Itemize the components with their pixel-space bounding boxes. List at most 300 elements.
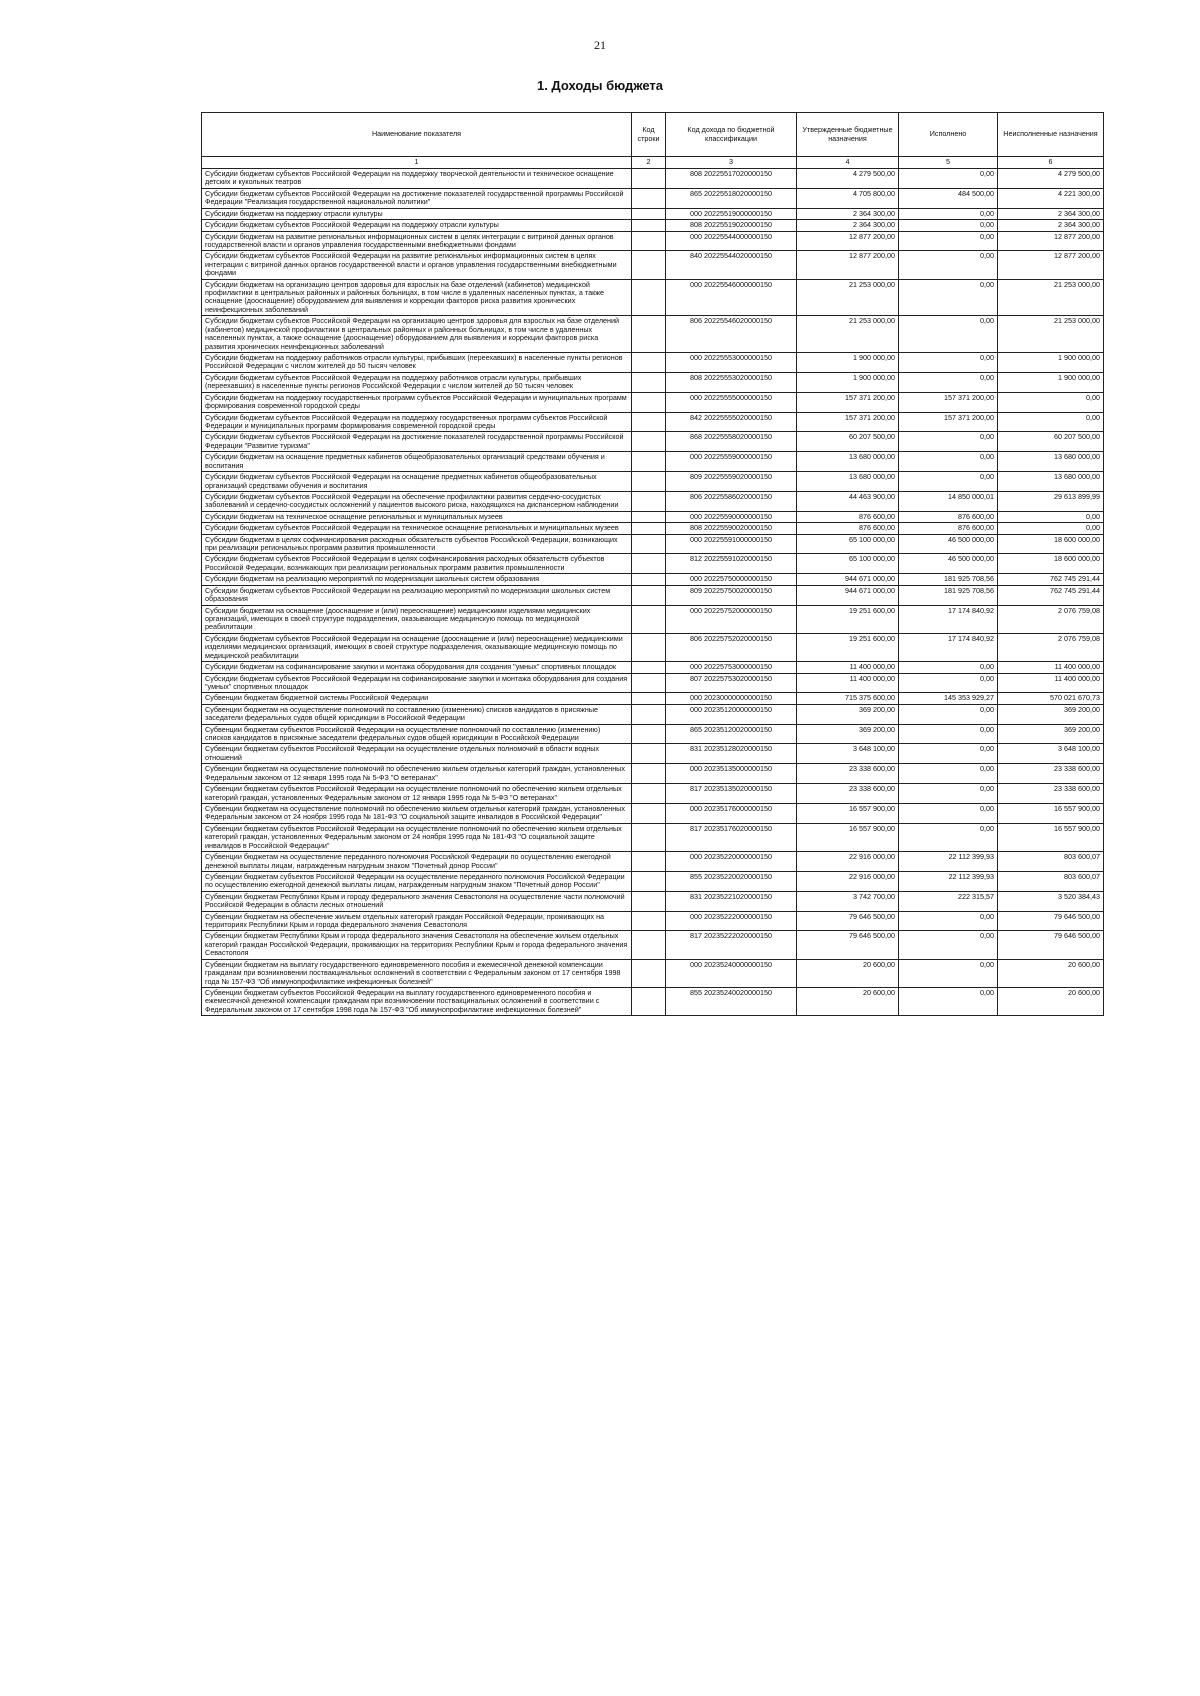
executed-amount: 0,00 xyxy=(899,432,998,452)
line-code xyxy=(632,911,666,931)
income-code: 808 20225590020000150 xyxy=(666,523,797,534)
indicator-name: Субвенции бюджетам Республики Крым и городу федерального значения Севастополя на осуществление части полномочий Российской Федерации в области лесных отношений xyxy=(202,891,632,911)
indicator-name: Субсидии бюджетам на организацию центров здоровья для взрослых на базе отделений (кабинетов) медицинской профилактики в центральных районных и районных больницах, в том числе в удаленных населенных пунктах, а также оснащение (дооснащение) оборудованием для выявления и коррекции факторов риска развития хронических неинфекционных заболеваний xyxy=(202,279,632,316)
approved-amount: 3 648 100,00 xyxy=(797,744,899,764)
executed-amount: 0,00 xyxy=(899,704,998,724)
executed-amount: 0,00 xyxy=(899,169,998,189)
line-code xyxy=(632,693,666,704)
line-code xyxy=(632,432,666,452)
income-code: 000 20225753000000150 xyxy=(666,662,797,673)
line-code xyxy=(632,605,666,633)
indicator-name: Субвенции бюджетам субъектов Российской Федерации на осуществление полномочий по обеспечению жильем отдельных категорий граждан, установленных Федеральным законом от 12 января 1995 года № 5-ФЗ "О ветеранах" xyxy=(202,784,632,804)
column-header: Код строки xyxy=(632,113,666,157)
unexecuted-amount: 12 877 200,00 xyxy=(998,231,1104,251)
table-row xyxy=(202,784,1104,804)
table-row xyxy=(202,959,1104,987)
unexecuted-amount: 762 745 291,44 xyxy=(998,585,1104,605)
line-code xyxy=(632,633,666,661)
executed-amount: 876 600,00 xyxy=(899,511,998,522)
approved-amount: 79 646 500,00 xyxy=(797,931,899,959)
executed-amount: 0,00 xyxy=(899,724,998,744)
unexecuted-amount: 12 877 200,00 xyxy=(998,251,1104,279)
table-row xyxy=(202,231,1104,251)
approved-amount: 21 253 000,00 xyxy=(797,316,899,353)
executed-amount: 0,00 xyxy=(899,452,998,472)
table-row xyxy=(202,432,1104,452)
line-code xyxy=(632,412,666,432)
line-code xyxy=(632,931,666,959)
executed-amount: 0,00 xyxy=(899,316,998,353)
executed-amount: 0,00 xyxy=(899,208,998,219)
income-code: 806 20225586020000150 xyxy=(666,491,797,511)
table-row xyxy=(202,891,1104,911)
line-code xyxy=(632,188,666,208)
unexecuted-amount: 16 557 900,00 xyxy=(998,804,1104,824)
executed-amount: 0,00 xyxy=(899,784,998,804)
indicator-name: Субсидии бюджетам субъектов Российской Федерации на обеспечение профилактики развития сердечно-сосудистых заболеваний и сердечно-сосудистых осложнений у пациентов высокого риска, находящихся на диспансерном наблюдении xyxy=(202,491,632,511)
column-number: 2 xyxy=(632,157,666,169)
approved-amount: 2 364 300,00 xyxy=(797,220,899,231)
table-row xyxy=(202,554,1104,574)
approved-amount: 11 400 000,00 xyxy=(797,673,899,693)
table-row xyxy=(202,220,1104,231)
line-code xyxy=(632,988,666,1016)
executed-amount: 157 371 200,00 xyxy=(899,392,998,412)
unexecuted-amount: 11 400 000,00 xyxy=(998,673,1104,693)
line-code xyxy=(632,231,666,251)
executed-amount: 0,00 xyxy=(899,662,998,673)
table-row xyxy=(202,871,1104,891)
income-code: 807 20225753020000150 xyxy=(666,673,797,693)
executed-amount: 0,00 xyxy=(899,764,998,784)
executed-amount: 876 600,00 xyxy=(899,523,998,534)
unexecuted-amount: 2 364 300,00 xyxy=(998,220,1104,231)
line-code xyxy=(632,784,666,804)
approved-amount: 369 200,00 xyxy=(797,724,899,744)
unexecuted-amount: 18 600 000,00 xyxy=(998,554,1104,574)
approved-amount: 21 253 000,00 xyxy=(797,279,899,316)
executed-amount: 181 925 708,56 xyxy=(899,585,998,605)
indicator-name: Субвенции бюджетам субъектов Российской Федерации на осуществление полномочий по составлению (изменению) списков кандидатов в присяжные заседатели федеральных судов общей юрисдикции в Российской Федерации xyxy=(202,724,632,744)
executed-amount: 0,00 xyxy=(899,279,998,316)
column-number: 1 xyxy=(202,157,632,169)
executed-amount: 22 112 399,93 xyxy=(899,852,998,872)
approved-amount: 944 671 000,00 xyxy=(797,574,899,585)
approved-amount: 79 646 500,00 xyxy=(797,911,899,931)
approved-amount: 13 680 000,00 xyxy=(797,452,899,472)
approved-amount: 65 100 000,00 xyxy=(797,534,899,554)
income-code: 812 20225591020000150 xyxy=(666,554,797,574)
unexecuted-amount: 803 600,07 xyxy=(998,852,1104,872)
income-code: 000 20225591000000150 xyxy=(666,534,797,554)
line-code xyxy=(632,724,666,744)
income-table xyxy=(201,112,1104,1016)
indicator-name: Субвенции бюджетам субъектов Российской Федерации на осуществление переданного полномочия Российской Федерации по осуществлению ежегодной денежной выплаты лицам, награжденным нагрудным знаком "Почетный донор России" xyxy=(202,871,632,891)
unexecuted-amount: 21 253 000,00 xyxy=(998,279,1104,316)
approved-amount: 12 877 200,00 xyxy=(797,251,899,279)
income-code: 806 20225546020000150 xyxy=(666,316,797,353)
executed-amount: 222 315,57 xyxy=(899,891,998,911)
line-code xyxy=(632,452,666,472)
table-row xyxy=(202,693,1104,704)
unexecuted-amount: 60 207 500,00 xyxy=(998,432,1104,452)
indicator-name: Субсидии бюджетам на оснащение (дооснащение и (или) переоснащение) медицинскими изделиями медицинских организаций, имеющих в своей структуре подразделения, оказывающие медицинскую помощь по медицинской реабилитации xyxy=(202,605,632,633)
table-row xyxy=(202,804,1104,824)
table-row xyxy=(202,724,1104,744)
unexecuted-amount: 4 279 500,00 xyxy=(998,169,1104,189)
line-code xyxy=(632,673,666,693)
approved-amount: 20 600,00 xyxy=(797,988,899,1016)
table-row xyxy=(202,662,1104,673)
unexecuted-amount: 13 680 000,00 xyxy=(998,452,1104,472)
indicator-name: Субсидии бюджетам субъектов Российской Федерации на техническое оснащение региональных и муниципальных музеев xyxy=(202,523,632,534)
page-number: 21 xyxy=(594,38,606,52)
column-number: 6 xyxy=(998,157,1104,169)
approved-amount: 12 877 200,00 xyxy=(797,231,899,251)
table-row xyxy=(202,931,1104,959)
income-code: 855 20235220020000150 xyxy=(666,871,797,891)
line-code xyxy=(632,823,666,851)
income-code: 831 20235128020000150 xyxy=(666,744,797,764)
line-code xyxy=(632,891,666,911)
executed-amount: 0,00 xyxy=(899,231,998,251)
indicator-name: Субсидии бюджетам субъектов Российской Федерации на оснащение предметных кабинетов общеобразовательных организаций средствами обучения и воспитания xyxy=(202,472,632,492)
approved-amount: 23 338 600,00 xyxy=(797,784,899,804)
column-number: 4 xyxy=(797,157,899,169)
approved-amount: 11 400 000,00 xyxy=(797,662,899,673)
unexecuted-amount: 3 648 100,00 xyxy=(998,744,1104,764)
approved-amount: 4 705 800,00 xyxy=(797,188,899,208)
header-row xyxy=(202,113,1104,157)
line-code xyxy=(632,704,666,724)
unexecuted-amount: 29 613 899,99 xyxy=(998,491,1104,511)
income-code: 000 20225750000000150 xyxy=(666,574,797,585)
unexecuted-amount: 0,00 xyxy=(998,523,1104,534)
unexecuted-amount: 0,00 xyxy=(998,511,1104,522)
table-row xyxy=(202,673,1104,693)
income-code: 000 20235120000000150 xyxy=(666,704,797,724)
income-code: 000 20235222000000150 xyxy=(666,911,797,931)
indicator-name: Субсидии бюджетам субъектов Российской Федерации на оснащение (дооснащение и (или) переоснащение) медицинскими изделиями медицинских организаций, имеющих в своей структуре подразделения, оказывающие медицинскую помощь по медицинской реабилитации xyxy=(202,633,632,661)
line-code xyxy=(632,585,666,605)
approved-amount: 1 900 000,00 xyxy=(797,353,899,373)
table-row xyxy=(202,412,1104,432)
unexecuted-amount: 3 520 384,43 xyxy=(998,891,1104,911)
indicator-name: Субсидии бюджетам субъектов Российской Федерации в целях софинансирования расходных обязательств субъектов Российской Федерации, возникающих при реализации региональных программ развития промышленности xyxy=(202,554,632,574)
unexecuted-amount: 2 076 759,08 xyxy=(998,633,1104,661)
table-row xyxy=(202,534,1104,554)
column-header: Исполнено xyxy=(899,113,998,157)
table-row xyxy=(202,585,1104,605)
unexecuted-amount: 20 600,00 xyxy=(998,959,1104,987)
indicator-name: Субвенции бюджетам бюджетной системы Российской Федерации xyxy=(202,693,632,704)
line-code xyxy=(632,523,666,534)
table-row xyxy=(202,988,1104,1016)
indicator-name: Субсидии бюджетам субъектов Российской Федерации на поддержку отрасли культуры xyxy=(202,220,632,231)
unexecuted-amount: 23 338 600,00 xyxy=(998,784,1104,804)
income-code: 000 20225555000000150 xyxy=(666,392,797,412)
income-code: 808 20225519020000150 xyxy=(666,220,797,231)
income-code: 817 20235222020000150 xyxy=(666,931,797,959)
indicator-name: Субсидии бюджетам субъектов Российской Федерации на реализацию мероприятий по модернизации школьных систем образования xyxy=(202,585,632,605)
approved-amount: 157 371 200,00 xyxy=(797,412,899,432)
line-code xyxy=(632,852,666,872)
table-row xyxy=(202,704,1104,724)
unexecuted-amount: 0,00 xyxy=(998,392,1104,412)
table-row xyxy=(202,491,1104,511)
indicator-name: Субсидии бюджетам субъектов Российской Федерации на развитие региональных информационных систем в целях интеграции с витриной данных органов государственной власти и органов управления государственными внебюджетными фондами xyxy=(202,251,632,279)
income-code: 809 20225559020000150 xyxy=(666,472,797,492)
indicator-name: Субвенции бюджетам субъектов Российской Федерации на осуществление отдельных полномочий в области водных отношений xyxy=(202,744,632,764)
line-code xyxy=(632,534,666,554)
table-row xyxy=(202,316,1104,353)
table-body xyxy=(202,169,1104,1016)
indicator-name: Субсидии бюджетам субъектов Российской Федерации на достижение показателей государственной программы Российской Федерации "Реализация государственной национальной политики" xyxy=(202,188,632,208)
line-code xyxy=(632,764,666,784)
table-row xyxy=(202,744,1104,764)
indicator-name: Субвенции бюджетам на осуществление переданного полномочия Российской Федерации по осуществлению ежегодной денежной выплаты лицам, награжденным нагрудным знаком "Почетный донор России" xyxy=(202,852,632,872)
table-row xyxy=(202,208,1104,219)
line-code xyxy=(632,491,666,511)
approved-amount: 1 900 000,00 xyxy=(797,372,899,392)
table-row xyxy=(202,605,1104,633)
executed-amount: 0,00 xyxy=(899,959,998,987)
unexecuted-amount: 20 600,00 xyxy=(998,988,1104,1016)
indicator-name: Субвенции бюджетам на обеспечение жильем отдельных категорий граждан Российской Федерации, проживающих на территориях Республики Крым и города федерального значения Севастополя xyxy=(202,911,632,931)
unexecuted-amount: 570 021 670,73 xyxy=(998,693,1104,704)
unexecuted-amount: 1 900 000,00 xyxy=(998,353,1104,373)
indicator-name: Субвенции бюджетам на выплату государственного единовременного пособия и ежемесячной денежной компенсации гражданам при возникновении поствакцинальных осложнений в соответствии с Федеральным законом от 17 сентября 1998 года № 157-ФЗ "Об иммунопрофилактике инфекционных болезней" xyxy=(202,959,632,987)
unexecuted-amount: 803 600,07 xyxy=(998,871,1104,891)
executed-amount: 17 174 840,92 xyxy=(899,605,998,633)
indicator-name: Субсидии бюджетам субъектов Российской Федерации на достижение показателей государственной программы Российской Федерации "Развитие туризма" xyxy=(202,432,632,452)
income-code: 000 20235240000000150 xyxy=(666,959,797,987)
income-code: 817 20235135020000150 xyxy=(666,784,797,804)
column-header: Наименование показателя xyxy=(202,113,632,157)
table-row xyxy=(202,472,1104,492)
line-code xyxy=(632,574,666,585)
line-code xyxy=(632,220,666,231)
line-code xyxy=(632,316,666,353)
table-row xyxy=(202,523,1104,534)
unexecuted-amount: 2 076 759,08 xyxy=(998,605,1104,633)
executed-amount: 0,00 xyxy=(899,251,998,279)
unexecuted-amount: 18 600 000,00 xyxy=(998,534,1104,554)
line-code xyxy=(632,372,666,392)
table-row xyxy=(202,823,1104,851)
indicator-name: Субвенции бюджетам на осуществление полномочий по обеспечению жильем отдельных категорий граждан, установленных Федеральным законом от 24 ноября 1995 года № 181-ФЗ "О социальной защите инвалидов в Российской Федерации" xyxy=(202,804,632,824)
table-row xyxy=(202,511,1104,522)
table-row xyxy=(202,353,1104,373)
executed-amount: 0,00 xyxy=(899,744,998,764)
approved-amount: 3 742 700,00 xyxy=(797,891,899,911)
executed-amount: 181 925 708,56 xyxy=(899,574,998,585)
line-code xyxy=(632,208,666,219)
line-code xyxy=(632,959,666,987)
table-row xyxy=(202,764,1104,784)
line-code xyxy=(632,279,666,316)
income-code: 000 20235220000000150 xyxy=(666,852,797,872)
line-code xyxy=(632,744,666,764)
income-code: 000 20225544000000150 xyxy=(666,231,797,251)
executed-amount: 0,00 xyxy=(899,823,998,851)
executed-amount: 0,00 xyxy=(899,673,998,693)
indicator-name: Субвенции бюджетам на осуществление полномочий по обеспечению жильем отдельных категорий граждан, установленных Федеральным законом от 12 января 1995 года № 5-ФЗ "О ветеранах" xyxy=(202,764,632,784)
income-code: 865 20225518020000150 xyxy=(666,188,797,208)
income-code: 831 20235221020000150 xyxy=(666,891,797,911)
indicator-name: Субсидии бюджетам на софинансирование закупки и монтажа оборудования для создания "умных" спортивных площадок xyxy=(202,662,632,673)
indicator-name: Субвенции бюджетам на осуществление полномочий по составлению (изменению) списков кандидатов в присяжные заседатели федеральных судов общей юрисдикции в Российской Федерации xyxy=(202,704,632,724)
executed-amount: 484 500,00 xyxy=(899,188,998,208)
executed-amount: 0,00 xyxy=(899,353,998,373)
income-code: 865 20235120020000150 xyxy=(666,724,797,744)
indicator-name: Субсидии бюджетам на техническое оснащение региональных и муниципальных музеев xyxy=(202,511,632,522)
income-code: 808 20225517020000150 xyxy=(666,169,797,189)
indicator-name: Субсидии бюджетам на развитие региональных информационных систем в целях интеграции с витриной данных органов государственной власти и органов управления государственными внебюджетными фондами xyxy=(202,231,632,251)
unexecuted-amount: 79 646 500,00 xyxy=(998,931,1104,959)
executed-amount: 0,00 xyxy=(899,372,998,392)
line-code xyxy=(632,662,666,673)
income-code: 000 20225553000000150 xyxy=(666,353,797,373)
approved-amount: 20 600,00 xyxy=(797,959,899,987)
unexecuted-amount: 0,00 xyxy=(998,412,1104,432)
indicator-name: Субвенции бюджетам субъектов Российской Федерации на выплату государственного единовременного пособия и ежемесячной денежной компенсации гражданам при возникновении поствакцинальных осложнений в соответствии с Федеральным законом от 17 сентября 1998 года № 157-ФЗ "Об иммунопрофилактике инфекционных болезней" xyxy=(202,988,632,1016)
column-number: 3 xyxy=(666,157,797,169)
executed-amount: 22 112 399,93 xyxy=(899,871,998,891)
unexecuted-amount: 11 400 000,00 xyxy=(998,662,1104,673)
executed-amount: 0,00 xyxy=(899,988,998,1016)
unexecuted-amount: 13 680 000,00 xyxy=(998,472,1104,492)
line-code xyxy=(632,251,666,279)
executed-amount: 0,00 xyxy=(899,804,998,824)
table-row xyxy=(202,852,1104,872)
income-code: 840 20225544020000150 xyxy=(666,251,797,279)
table-row xyxy=(202,392,1104,412)
income-code: 817 20235176020000150 xyxy=(666,823,797,851)
column-number-row xyxy=(202,157,1104,169)
indicator-name: Субсидии бюджетам на оснащение предметных кабинетов общеобразовательных организаций средствами обучения и воспитания xyxy=(202,452,632,472)
income-code: 868 20225558020000150 xyxy=(666,432,797,452)
indicator-name: Субсидии бюджетам субъектов Российской Федерации на поддержку творческой деятельности и техническое оснащение детских и кукольных театров xyxy=(202,169,632,189)
line-code xyxy=(632,804,666,824)
approved-amount: 369 200,00 xyxy=(797,704,899,724)
executed-amount: 0,00 xyxy=(899,220,998,231)
approved-amount: 16 557 900,00 xyxy=(797,823,899,851)
table-row xyxy=(202,188,1104,208)
indicator-name: Субсидии бюджетам субъектов Российской Федерации на софинансирование закупки и монтажа оборудования для создания "умных" спортивных площадок xyxy=(202,673,632,693)
unexecuted-amount: 16 557 900,00 xyxy=(998,823,1104,851)
income-code: 000 20230000000000150 xyxy=(666,693,797,704)
approved-amount: 19 251 600,00 xyxy=(797,605,899,633)
column-header: Код дохода по бюджетной классификации xyxy=(666,113,797,157)
indicator-name: Субсидии бюджетам субъектов Российской Федерации на поддержку государственных программ субъектов Российской Федерации и муниципальных программ формирования современной городской среды xyxy=(202,412,632,432)
unexecuted-amount: 23 338 600,00 xyxy=(998,764,1104,784)
income-code: 809 20225750020000150 xyxy=(666,585,797,605)
indicator-name: Субсидии бюджетам на поддержку отрасли культуры xyxy=(202,208,632,219)
executed-amount: 145 353 929,27 xyxy=(899,693,998,704)
executed-amount: 0,00 xyxy=(899,931,998,959)
table-row xyxy=(202,169,1104,189)
unexecuted-amount: 2 364 300,00 xyxy=(998,208,1104,219)
income-code: 806 20225752020000150 xyxy=(666,633,797,661)
table-row xyxy=(202,911,1104,931)
approved-amount: 44 463 900,00 xyxy=(797,491,899,511)
indicator-name: Субсидии бюджетам на реализацию мероприятий по модернизации школьных систем образования xyxy=(202,574,632,585)
line-code xyxy=(632,871,666,891)
executed-amount: 157 371 200,00 xyxy=(899,412,998,432)
page-title: 1. Доходы бюджета xyxy=(536,78,664,93)
table-row xyxy=(202,251,1104,279)
line-code xyxy=(632,392,666,412)
executed-amount: 0,00 xyxy=(899,472,998,492)
executed-amount: 17 174 840,92 xyxy=(899,633,998,661)
table-row xyxy=(202,452,1104,472)
indicator-name: Субсидии бюджетам на поддержку работников отрасли культуры, прибывших (переехавших) в населенные пункты регионов Российской Федерации с числом жителей до 50 тысяч человек xyxy=(202,353,632,373)
income-code: 000 20235176000000150 xyxy=(666,804,797,824)
column-number: 5 xyxy=(899,157,998,169)
column-header: Утвержденные бюджетные назначения xyxy=(797,113,899,157)
executed-amount: 46 500 000,00 xyxy=(899,554,998,574)
approved-amount: 876 600,00 xyxy=(797,523,899,534)
unexecuted-amount: 79 646 500,00 xyxy=(998,911,1104,931)
executed-amount: 46 500 000,00 xyxy=(899,534,998,554)
table-row xyxy=(202,633,1104,661)
income-code: 000 20225519000000150 xyxy=(666,208,797,219)
approved-amount: 4 279 500,00 xyxy=(797,169,899,189)
unexecuted-amount: 21 253 000,00 xyxy=(998,316,1104,353)
indicator-name: Субвенции бюджетам Республики Крым и города федерального значения Севастополя на обеспечение жильем отдельных категорий граждан Российской Федерации, проживающих на территориях Республики Крым и города федерального значения Севастополя xyxy=(202,931,632,959)
table-row xyxy=(202,372,1104,392)
line-code xyxy=(632,169,666,189)
approved-amount: 715 375 600,00 xyxy=(797,693,899,704)
unexecuted-amount: 369 200,00 xyxy=(998,704,1104,724)
approved-amount: 22 916 000,00 xyxy=(797,852,899,872)
approved-amount: 22 916 000,00 xyxy=(797,871,899,891)
income-code: 000 20235135000000150 xyxy=(666,764,797,784)
indicator-name: Субсидии бюджетам субъектов Российской Федерации на поддержку работников отрасли культуры, прибывших (переехавших) в населенные пункты регионов Российской Федерации с числом жителей до 50 тысяч человек xyxy=(202,372,632,392)
indicator-name: Субвенции бюджетам субъектов Российской Федерации на осуществление полномочий по обеспечению жильем отдельных категорий граждан, установленных Федеральным законом от 24 ноября 1995 года № 181-ФЗ "О социальной защите инвалидов в Российской Федерации" xyxy=(202,823,632,851)
indicator-name: Субсидии бюджетам в целях софинансирования расходных обязательств субъектов Российской Федерации, возникающих при реализации региональных программ развития промышленности xyxy=(202,534,632,554)
approved-amount: 23 338 600,00 xyxy=(797,764,899,784)
approved-amount: 2 364 300,00 xyxy=(797,208,899,219)
approved-amount: 13 680 000,00 xyxy=(797,472,899,492)
line-code xyxy=(632,511,666,522)
approved-amount: 944 671 000,00 xyxy=(797,585,899,605)
column-header: Неисполненные назначения xyxy=(998,113,1104,157)
income-code: 000 20225546000000150 xyxy=(666,279,797,316)
unexecuted-amount: 369 200,00 xyxy=(998,724,1104,744)
line-code xyxy=(632,353,666,373)
indicator-name: Субсидии бюджетам субъектов Российской Федерации на организацию центров здоровья для взрослых на базе отделений (кабинетов) медицинской профилактики в центральных районных и районных больницах, в том числе в удаленных населенных пунктах, а также оснащение (дооснащение) оборудованием для выявления и коррекции факторов риска развития хронических неинфекционных заболеваний xyxy=(202,316,632,353)
executed-amount: 14 850 000,01 xyxy=(899,491,998,511)
approved-amount: 157 371 200,00 xyxy=(797,392,899,412)
unexecuted-amount: 762 745 291,44 xyxy=(998,574,1104,585)
approved-amount: 16 557 900,00 xyxy=(797,804,899,824)
unexecuted-amount: 1 900 000,00 xyxy=(998,372,1104,392)
approved-amount: 65 100 000,00 xyxy=(797,554,899,574)
table-row xyxy=(202,279,1104,316)
indicator-name: Субсидии бюджетам на поддержку государственных программ субъектов Российской Федерации и муниципальных программ формирования современной городской среды xyxy=(202,392,632,412)
approved-amount: 19 251 600,00 xyxy=(797,633,899,661)
line-code xyxy=(632,554,666,574)
income-code: 000 20225590000000150 xyxy=(666,511,797,522)
income-code: 000 20225752000000150 xyxy=(666,605,797,633)
income-code: 000 20225559000000150 xyxy=(666,452,797,472)
approved-amount: 60 207 500,00 xyxy=(797,432,899,452)
table-row xyxy=(202,574,1104,585)
income-code: 808 20225553020000150 xyxy=(666,372,797,392)
executed-amount: 0,00 xyxy=(899,911,998,931)
